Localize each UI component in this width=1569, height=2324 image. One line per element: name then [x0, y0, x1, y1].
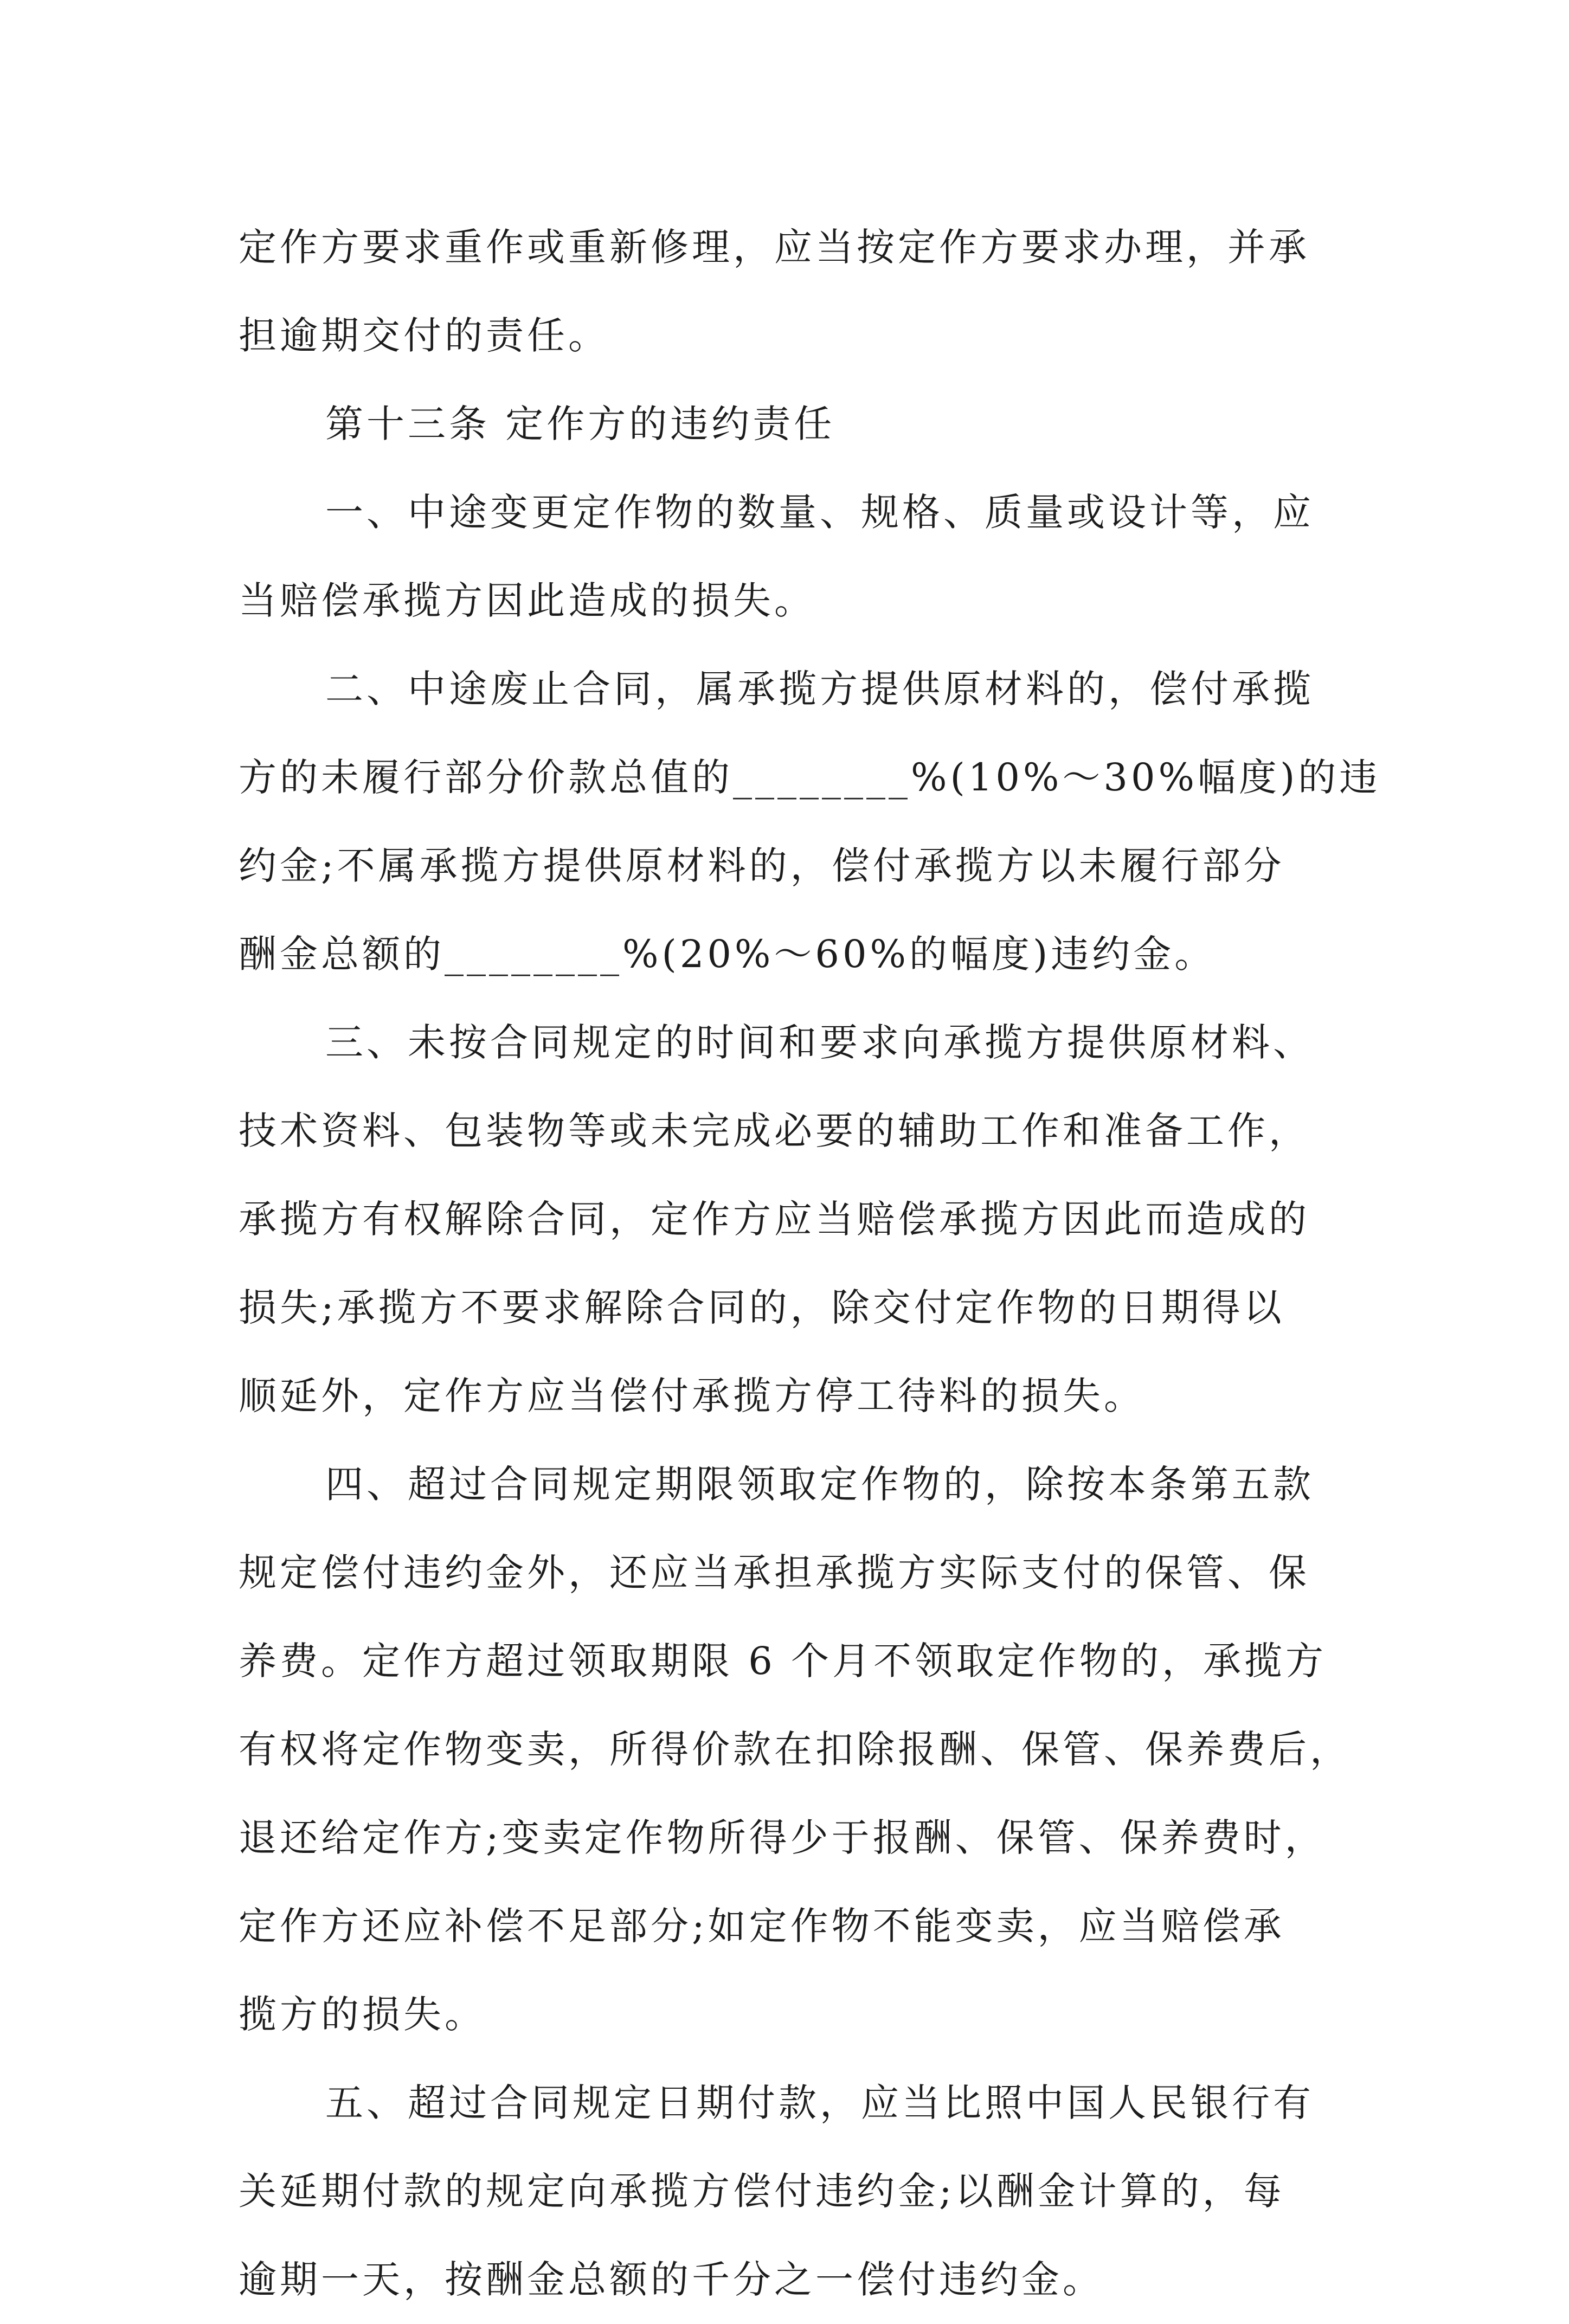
- text-line: 担逾期交付的责任。: [239, 313, 609, 358]
- text-line: 定作方要求重作或重新修理，应当按定作方要求办理，并承: [239, 225, 1310, 269]
- paragraph-start: 一、中途变更定作物的数量、规格、质量或设计等，应: [325, 490, 1314, 535]
- text-line: 方的未履行部分价款总值的________%(10%～30%幅度)的违: [239, 755, 1381, 800]
- text-line: 养费。定作方超过领取期限 6 个月不领取定作物的，承揽方: [239, 1639, 1327, 1683]
- text-line: 约金;不属承揽方提供原材料的，偿付承揽方以未履行部分: [239, 844, 1285, 888]
- paragraph-start: 二、中途废止合同，属承揽方提供原材料的，偿付承揽: [325, 667, 1314, 711]
- text-line: 揽方的损失。: [239, 1992, 486, 2037]
- article-heading: 第十三条 定作方的违约责任: [325, 402, 835, 446]
- text-line: 逾期一天，按酬金总额的千分之一偿付违约金。: [239, 2257, 1104, 2302]
- text-line: 有权将定作物变卖，所得价款在扣除报酬、保管、保养费后，: [239, 1727, 1351, 1772]
- paragraph-start: 五、超过合同规定日期付款，应当比照中国人民银行有: [325, 2081, 1314, 2125]
- text-line: 技术资料、包装物等或未完成必要的辅助工作和准备工作，: [239, 1109, 1310, 1153]
- text-line: 关延期付款的规定向承揽方偿付违约金;以酬金计算的，每: [239, 2169, 1285, 2213]
- text-line: 酬金总额的________%(20%～60%的幅度)违约金。: [239, 932, 1216, 976]
- paragraph-start: 四、超过合同规定期限领取定作物的，除按本条第五款: [325, 1462, 1314, 1507]
- text-line: 规定偿付违约金外，还应当承担承揽方实际支付的保管、保: [239, 1550, 1310, 1595]
- document-body: [239, 203, 1381, 2324]
- text-line: 退还给定作方;变卖定作物所得少于报酬、保管、保养费时，: [239, 1816, 1326, 1860]
- paragraph-start: 三、未按合同规定的时间和要求向承揽方提供原材料、: [325, 1020, 1314, 1065]
- text-line: 损失;承揽方不要求解除合同的，除交付定作物的日期得以: [239, 1285, 1285, 1330]
- text-line: 当赔偿承揽方因此造成的损失。: [239, 578, 815, 623]
- text-line: 定作方还应补偿不足部分;如定作物不能变卖，应当赔偿承: [239, 1904, 1285, 1948]
- text-line: 顺延外，定作方应当偿付承揽方停工待料的损失。: [239, 1374, 1145, 1418]
- text-line: 承揽方有权解除合同，定作方应当赔偿承揽方因此而造成的: [239, 1197, 1310, 1241]
